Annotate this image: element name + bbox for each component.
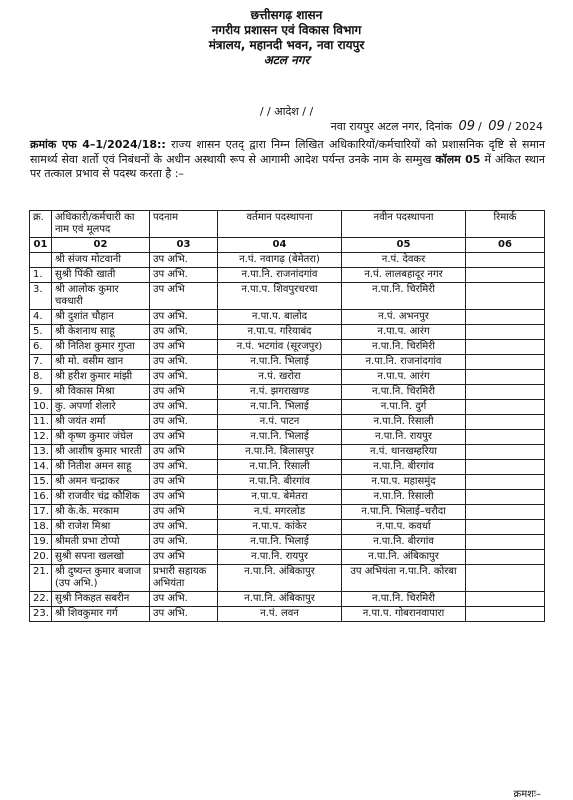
table-row	[30, 370, 545, 385]
table-row	[30, 550, 545, 565]
cell-designation: उप अभि.	[150, 325, 218, 340]
cell-current-posting: न.पा.नि. रिसाली	[218, 460, 342, 475]
cell-name: श्री शिवकुमार गर्ग	[52, 607, 150, 622]
table-column-number-row	[30, 238, 545, 253]
table-row	[30, 535, 545, 550]
cell-remark	[466, 460, 545, 475]
cell-name: श्री विकास मिश्रा	[52, 385, 150, 400]
cell-remark	[466, 592, 545, 607]
cell-new-posting: न.पा.नि. रायपुर	[342, 430, 466, 445]
cell-name: श्री के.के. मरकाम	[52, 505, 150, 520]
cell-remark	[466, 340, 545, 355]
cell-current-posting: न.पा.नि. अंबिकापुर	[218, 592, 342, 607]
col-number: 03	[150, 238, 218, 253]
cell-name: श्री राजवीर चंद्र कौशिक	[52, 490, 150, 505]
cell-serial: 8.	[30, 370, 52, 385]
cell-current-posting: न.पा.नि. भिलाई	[218, 355, 342, 370]
cell-designation: उप अभि	[150, 340, 218, 355]
header-remark: रिमार्क	[466, 211, 545, 238]
table-row	[30, 355, 545, 370]
header-designation: पदनाम	[150, 211, 218, 238]
cell-designation: उप अभि.	[150, 415, 218, 430]
cell-serial: 4.	[30, 310, 52, 325]
cell-new-posting: उप अभियंता न.पा.नि. कोरबा	[342, 565, 466, 592]
cell-new-posting: न.पं. लालबहादूर नगर	[342, 268, 466, 283]
cell-serial: 12.	[30, 430, 52, 445]
cell-new-posting: न.पा.प. आरंग	[342, 325, 466, 340]
header-state: छत्तीसगढ़ शासन	[250, 8, 323, 22]
table-header-row	[30, 211, 545, 238]
table-row	[30, 283, 545, 310]
table-row	[30, 430, 545, 445]
header-address: मंत्रालय, महानदी भवन, नवा रायपुर	[208, 38, 365, 52]
cell-name: श्री दुशांत चौहान	[52, 310, 150, 325]
kolam-label: कॉलम 05	[435, 152, 481, 166]
cell-name: श्री संजय मोटवानी	[52, 253, 150, 268]
table-row	[30, 310, 545, 325]
cell-remark	[466, 430, 545, 445]
cell-current-posting: न.पा.नि. रायपुर	[218, 550, 342, 565]
header-serial: क्र.	[30, 211, 52, 238]
table-row	[30, 490, 545, 505]
cell-current-posting: न.पा.नि. भिलाई	[218, 430, 342, 445]
cell-designation: उप अभि.	[150, 310, 218, 325]
cell-current-posting: न.पं. खरोरा	[218, 370, 342, 385]
cell-remark	[466, 550, 545, 565]
date-month: 09	[488, 119, 505, 134]
cell-remark	[466, 565, 545, 592]
cell-serial: 10.	[30, 400, 52, 415]
cell-serial: 18.	[30, 520, 52, 535]
cell-new-posting: न.पा.नि. अंबिकापुर	[342, 550, 466, 565]
cell-new-posting: न.पा.नि. रिसाली	[342, 415, 466, 430]
cell-current-posting: न.पा.नि. भिलाई	[218, 535, 342, 550]
cell-designation: उप अभि.	[150, 460, 218, 475]
cell-remark	[466, 268, 545, 283]
kramank-label: क्रमांक एफ 4–1/2024/18::	[30, 138, 166, 151]
date-day: 09	[458, 119, 476, 134]
header-name: अधिकारी/कर्मचारी का नाम एवं मूलपद	[52, 211, 150, 238]
cell-designation: उप अभि.	[150, 268, 218, 283]
table-row	[30, 340, 545, 355]
col-number: 05	[342, 238, 466, 253]
cell-current-posting: न.पा.प. कांकेर	[218, 520, 342, 535]
cell-name: श्री हरीश कुमार मांझी	[52, 370, 150, 385]
cell-current-posting: न.पा.नि. बिलासपुर	[218, 445, 342, 460]
header-department: नगरीय प्रशासन एवं विकास विभाग	[211, 23, 362, 37]
cell-remark	[466, 253, 545, 268]
cell-new-posting: न.पा.नि. बीरगांव	[342, 535, 466, 550]
cell-name: कु. अपर्णा शेलारे	[52, 400, 150, 415]
cell-remark	[466, 310, 545, 325]
cell-name: श्री आलोक कुमार चक्धारी	[52, 283, 150, 310]
date-year: 2024	[515, 120, 543, 133]
cell-remark	[466, 475, 545, 490]
cell-designation: उप अभि	[150, 445, 218, 460]
cell-designation: उप अभि.	[150, 355, 218, 370]
cell-current-posting: न.पा.प. शिवपुरचरचा	[218, 283, 342, 310]
cell-name: सुश्री सपना खलखो	[52, 550, 150, 565]
cell-new-posting: न.पा.नि. बीरगांव	[342, 460, 466, 475]
cell-serial	[30, 253, 52, 268]
table-row	[30, 520, 545, 535]
cell-designation: उप अभि.	[150, 253, 218, 268]
cell-name: श्री नितीश अमन साहू	[52, 460, 150, 475]
table-row	[30, 400, 545, 415]
cell-name: श्री मो. वसीम खान	[52, 355, 150, 370]
table-row	[30, 445, 545, 460]
cell-new-posting: न.पा.प. गोबरानवापारा	[342, 607, 466, 622]
cell-new-posting: न.पा.प. कवर्धा	[342, 520, 466, 535]
header-current-posting: वर्तमान पदस्थापना	[218, 211, 342, 238]
cell-current-posting: न.पा.प. बेमेतरा	[218, 490, 342, 505]
cell-name: श्रीमती प्रभा टोप्पो	[52, 535, 150, 550]
cell-remark	[466, 283, 545, 310]
table-row	[30, 253, 545, 268]
cell-designation: उप अभि	[150, 505, 218, 520]
table-row	[30, 505, 545, 520]
cell-designation: प्रभारी सहायक अभियंता	[150, 565, 218, 592]
cell-remark	[466, 520, 545, 535]
continued-marker: क्रमशः–	[513, 789, 541, 800]
table-row	[30, 592, 545, 607]
cell-remark	[466, 490, 545, 505]
cell-serial: 20.	[30, 550, 52, 565]
posting-table	[29, 210, 545, 622]
cell-remark	[466, 325, 545, 340]
cell-serial: 7.	[30, 355, 52, 370]
cell-remark	[466, 535, 545, 550]
order-body-part-1: राज्य शासन एतद् द्वारा निम्न लिखित अधिकारियों/कर्मचारियों को प्रशासनिक दृष्टि से समान सामर्थ्य सेवा शर्तो एवं निबंधनों के अधीन अस्थायी रूप से आगामी आदेश पर्यन्त उनके नाम के सम्मुख	[30, 138, 545, 166]
cell-name: श्री अमन चन्द्राकर	[52, 475, 150, 490]
cell-name: श्री दुष्यन्त कुमार बजाज (उप अभि.)	[52, 565, 150, 592]
cell-designation: उप अभि	[150, 475, 218, 490]
table-row	[30, 415, 545, 430]
cell-serial: 14.	[30, 460, 52, 475]
cell-remark	[466, 607, 545, 622]
cell-current-posting: न.पा.प. बालोद	[218, 310, 342, 325]
col-number: 01	[30, 238, 52, 253]
cell-current-posting: न.पा.नि. राजनांदगांव	[218, 268, 342, 283]
cell-serial: 1.	[30, 268, 52, 283]
cell-name: श्री राजेश मिश्रा	[52, 520, 150, 535]
cell-new-posting: न.पा.नि. चिरमिरी	[342, 385, 466, 400]
cell-designation: उप अभि	[150, 550, 218, 565]
col-number: 06	[466, 238, 545, 253]
table-row	[30, 460, 545, 475]
cell-remark	[466, 355, 545, 370]
header-city: अटल नगर	[263, 53, 310, 67]
cell-current-posting: न.पं. नवागढ़ (बेमेतरा)	[218, 253, 342, 268]
cell-serial: 22.	[30, 592, 52, 607]
cell-serial: 19.	[30, 535, 52, 550]
cell-name: श्री केशनाथ साहू	[52, 325, 150, 340]
cell-serial: 17.	[30, 505, 52, 520]
cell-new-posting: न.पा.नि. चिरमिरी	[342, 283, 466, 310]
cell-designation: उप अभि.	[150, 520, 218, 535]
cell-new-posting: न.पा.नि. चिरमिरी	[342, 340, 466, 355]
cell-current-posting: न.पं. पाटन	[218, 415, 342, 430]
cell-serial: 3.	[30, 283, 52, 310]
table-row	[30, 607, 545, 622]
cell-new-posting: न.पा.नि. भिलाई–चरौदा	[342, 505, 466, 520]
cell-new-posting: न.पा.प. महासमुंद	[342, 475, 466, 490]
place-prefix: नवा रायपुर अटल नगर, दिनांक	[330, 120, 452, 133]
cell-current-posting: न.पं. झगराखण्ड	[218, 385, 342, 400]
cell-remark	[466, 445, 545, 460]
cell-current-posting: न.पा.नि. अंबिकापुर	[218, 565, 342, 592]
table-row	[30, 268, 545, 283]
cell-designation: उप अभि	[150, 490, 218, 505]
table-row	[30, 325, 545, 340]
place-date: नवा रायपुर अटल नगर, दिनांक 09 / 09 / 2024	[330, 119, 543, 134]
cell-serial: 6.	[30, 340, 52, 355]
cell-name: सुश्री पिंकी खाती	[52, 268, 150, 283]
cell-serial: 15.	[30, 475, 52, 490]
cell-designation: उप अभि	[150, 283, 218, 310]
cell-new-posting: न.पा.नि. चिरमिरी	[342, 592, 466, 607]
cell-remark	[466, 385, 545, 400]
cell-designation: उप अभि	[150, 385, 218, 400]
cell-designation: उप अभि.	[150, 592, 218, 607]
cell-new-posting: न.पं. देवकर	[342, 253, 466, 268]
cell-remark	[466, 400, 545, 415]
cell-designation: उप अभि	[150, 430, 218, 445]
cell-name: सुश्री निकहत सबरीन	[52, 592, 150, 607]
col-number: 04	[218, 238, 342, 253]
cell-current-posting: न.पं. भटगांव (सूरजपुर)	[218, 340, 342, 355]
cell-new-posting: न.पा.नि. राजनांदगांव	[342, 355, 466, 370]
cell-designation: उप अभि.	[150, 607, 218, 622]
cell-name: श्री आशीष कुमार भारती	[52, 445, 150, 460]
cell-new-posting: न.पा.प. आरंग	[342, 370, 466, 385]
table-row	[30, 385, 545, 400]
cell-designation: उप अभि.	[150, 535, 218, 550]
cell-current-posting: न.पं. लवन	[218, 607, 342, 622]
cell-new-posting: न.पं. अभनपुर	[342, 310, 466, 325]
col-number: 02	[52, 238, 150, 253]
table-row	[30, 475, 545, 490]
cell-serial: 9.	[30, 385, 52, 400]
cell-remark	[466, 505, 545, 520]
cell-new-posting: न.पा.नि. रिसाली	[342, 490, 466, 505]
cell-serial: 21.	[30, 565, 52, 592]
cell-designation: उप अभि.	[150, 370, 218, 385]
cell-name: श्री नितिश कुमार गुप्ता	[52, 340, 150, 355]
cell-serial: 11.	[30, 415, 52, 430]
cell-serial: 13.	[30, 445, 52, 460]
cell-remark	[466, 415, 545, 430]
cell-current-posting: न.पा.प. गरियाबंद	[218, 325, 342, 340]
cell-serial: 5.	[30, 325, 52, 340]
order-title: / / आदेश / /	[259, 105, 314, 118]
order-body-part-2: में अंकित स्थान पर तत्काल प्रभाव से पदस्थ करता है :–	[30, 152, 545, 180]
cell-serial: 16.	[30, 490, 52, 505]
table-row	[30, 565, 545, 592]
cell-new-posting: न.पं. थानखम्हरिया	[342, 445, 466, 460]
cell-designation: उप अभि.	[150, 400, 218, 415]
cell-current-posting: न.पा.नि. भिलाई	[218, 400, 342, 415]
cell-name: श्री कृष्ण कुमार जंघेल	[52, 430, 150, 445]
order-body	[30, 138, 545, 182]
cell-new-posting: न.पा.नि. दुर्ग	[342, 400, 466, 415]
header-new-posting: नवीन पदस्थापना	[342, 211, 466, 238]
cell-remark	[466, 370, 545, 385]
cell-serial: 23.	[30, 607, 52, 622]
cell-name: श्री जयंत शर्मा	[52, 415, 150, 430]
cell-current-posting: न.पा.नि. बीरगांव	[218, 475, 342, 490]
cell-current-posting: न.पं. मगरलोड	[218, 505, 342, 520]
